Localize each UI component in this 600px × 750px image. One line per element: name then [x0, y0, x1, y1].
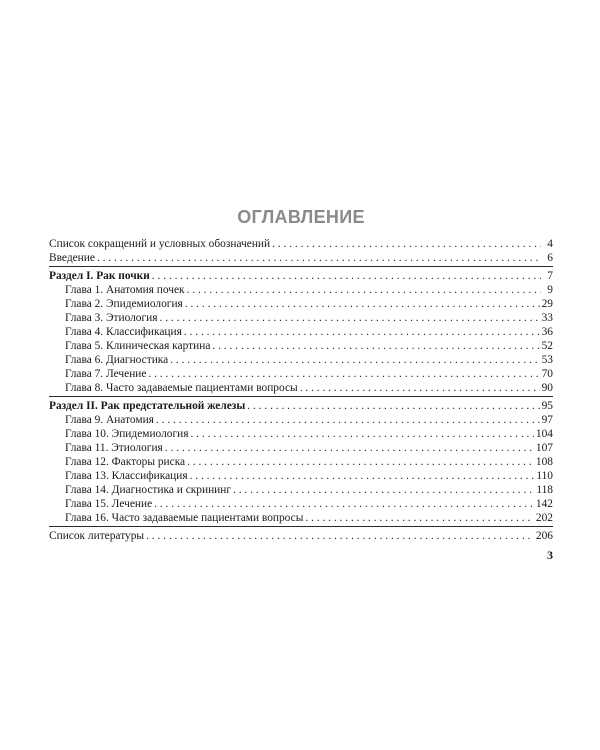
toc-leader-dots — [187, 283, 541, 297]
toc-leader-dots — [272, 237, 541, 251]
toc-entry-page: 97 — [541, 414, 553, 426]
toc-entry-page: 52 — [541, 340, 553, 352]
toc-entry-label: Глава 10. Эпидемиология — [65, 428, 189, 440]
toc-leader-dots — [152, 269, 541, 283]
toc-section-prostate-cancer — [49, 396, 553, 525]
toc-entry-chapter-1[interactable] — [49, 283, 553, 297]
toc-entry-chapter-7[interactable] — [49, 367, 553, 381]
toc-entry-page: 206 — [535, 530, 553, 542]
toc-leader-dots — [146, 529, 534, 543]
toc-leader-dots — [247, 399, 539, 413]
toc-entry-page: 29 — [541, 298, 553, 310]
toc-entry-chapter-14[interactable] — [49, 483, 553, 497]
toc-title: ОГЛАВЛЕНИЕ — [237, 207, 365, 227]
toc-entry-label: Глава 8. Часто задаваемые пациентами вопросы — [65, 382, 298, 394]
toc-leader-dots — [305, 511, 534, 525]
toc-section-back-matter — [49, 526, 553, 543]
toc-entry-label: Глава 12. Факторы риска — [65, 456, 186, 468]
toc-entry-page: 107 — [535, 442, 553, 454]
toc-entry-label: Раздел I. Рак почки — [49, 270, 150, 282]
toc-entry-chapter-16[interactable] — [49, 511, 553, 525]
toc-entry-label: Глава 14. Диагностика и скрининг — [65, 484, 232, 496]
toc-entry-page: 90 — [541, 382, 553, 394]
toc-entry-page: 9 — [547, 284, 553, 296]
toc-entry-page: 142 — [535, 498, 553, 510]
toc-entry-page: 202 — [535, 512, 553, 524]
toc-entry-chapter-3[interactable] — [49, 311, 553, 325]
page-number: 3 — [547, 548, 553, 562]
toc-entry-page: 53 — [541, 354, 553, 366]
toc-entry-label: Глава 9. Анатомия — [65, 414, 154, 426]
toc-entry-label: Глава 15. Лечение — [65, 498, 153, 510]
toc-entry-chapter-11[interactable] — [49, 441, 553, 455]
toc-entry-label: Глава 4. Классификация — [65, 326, 182, 338]
table-of-contents — [49, 206, 553, 543]
toc-entry-page: 6 — [547, 252, 553, 264]
toc-entry-label: Глава 6. Диагностика — [65, 354, 169, 366]
toc-section-heading[interactable] — [49, 269, 553, 283]
toc-entry-page: 104 — [535, 428, 553, 440]
toc-entry-chapter-12[interactable] — [49, 455, 553, 469]
toc-leader-dots — [233, 483, 534, 497]
toc-section-kidney-cancer — [49, 266, 553, 395]
toc-leader-dots — [212, 339, 539, 353]
toc-entry-label: Раздел II. Рак предстательной железы — [49, 400, 246, 412]
toc-entry-page: 70 — [541, 368, 553, 380]
toc-section-heading[interactable] — [49, 399, 553, 413]
toc-entry-label: Глава 13. Классификация — [65, 470, 188, 482]
toc-entry-page: 33 — [541, 312, 553, 324]
toc-entry-label: Список литературы — [49, 530, 145, 542]
toc-entry-chapter-6[interactable] — [49, 353, 553, 367]
toc-entry-label: Глава 7. Лечение — [65, 368, 147, 380]
toc-entry-chapter-8[interactable] — [49, 381, 553, 395]
toc-entry-label: Глава 2. Эпидемиология — [65, 298, 183, 310]
toc-leader-dots — [184, 325, 540, 339]
toc-entry-page: 110 — [536, 470, 553, 482]
toc-entry-chapter-2[interactable] — [49, 297, 553, 311]
toc-leader-dots — [148, 367, 539, 381]
toc-leader-dots — [190, 469, 535, 483]
toc-entry-chapter-10[interactable] — [49, 427, 553, 441]
toc-leader-dots — [97, 251, 541, 265]
toc-entry-page: 36 — [541, 326, 553, 338]
toc-entry-introduction[interactable] — [49, 251, 553, 265]
toc-entry-label: Глава 11. Этиология — [65, 442, 163, 454]
toc-entry-label: Введение — [49, 252, 95, 264]
toc-entry-abbreviations[interactable] — [49, 237, 553, 251]
toc-leader-dots — [154, 497, 534, 511]
toc-leader-dots — [300, 381, 540, 395]
toc-entry-chapter-13[interactable] — [49, 469, 553, 483]
toc-leader-dots — [187, 455, 534, 469]
toc-entry-chapter-9[interactable] — [49, 413, 553, 427]
toc-leader-dots — [165, 441, 534, 455]
toc-leader-dots — [160, 311, 540, 325]
toc-entry-label: Глава 16. Часто задаваемые пациентами вопросы — [65, 512, 304, 524]
toc-entry-page: 4 — [547, 238, 553, 250]
toc-entry-label: Список сокращений и условных обозначений — [49, 238, 271, 250]
toc-entry-page: 118 — [536, 484, 553, 496]
toc-entry-page: 95 — [541, 400, 553, 412]
toc-entry-bibliography[interactable] — [49, 529, 553, 543]
toc-entry-label: Глава 5. Клиническая картина — [65, 340, 211, 352]
toc-leader-dots — [156, 413, 540, 427]
toc-entry-page: 108 — [535, 456, 553, 468]
toc-section-front-matter — [49, 237, 553, 265]
toc-leader-dots — [185, 297, 540, 311]
toc-entry-chapter-4[interactable] — [49, 325, 553, 339]
toc-entry-label: Глава 1. Анатомия почек — [65, 284, 185, 296]
toc-entry-label: Глава 3. Этиология — [65, 312, 158, 324]
toc-leader-dots — [170, 353, 539, 367]
toc-leader-dots — [190, 427, 533, 441]
toc-entry-page: 7 — [547, 270, 553, 282]
toc-entry-chapter-15[interactable] — [49, 497, 553, 511]
toc-entry-chapter-5[interactable] — [49, 339, 553, 353]
